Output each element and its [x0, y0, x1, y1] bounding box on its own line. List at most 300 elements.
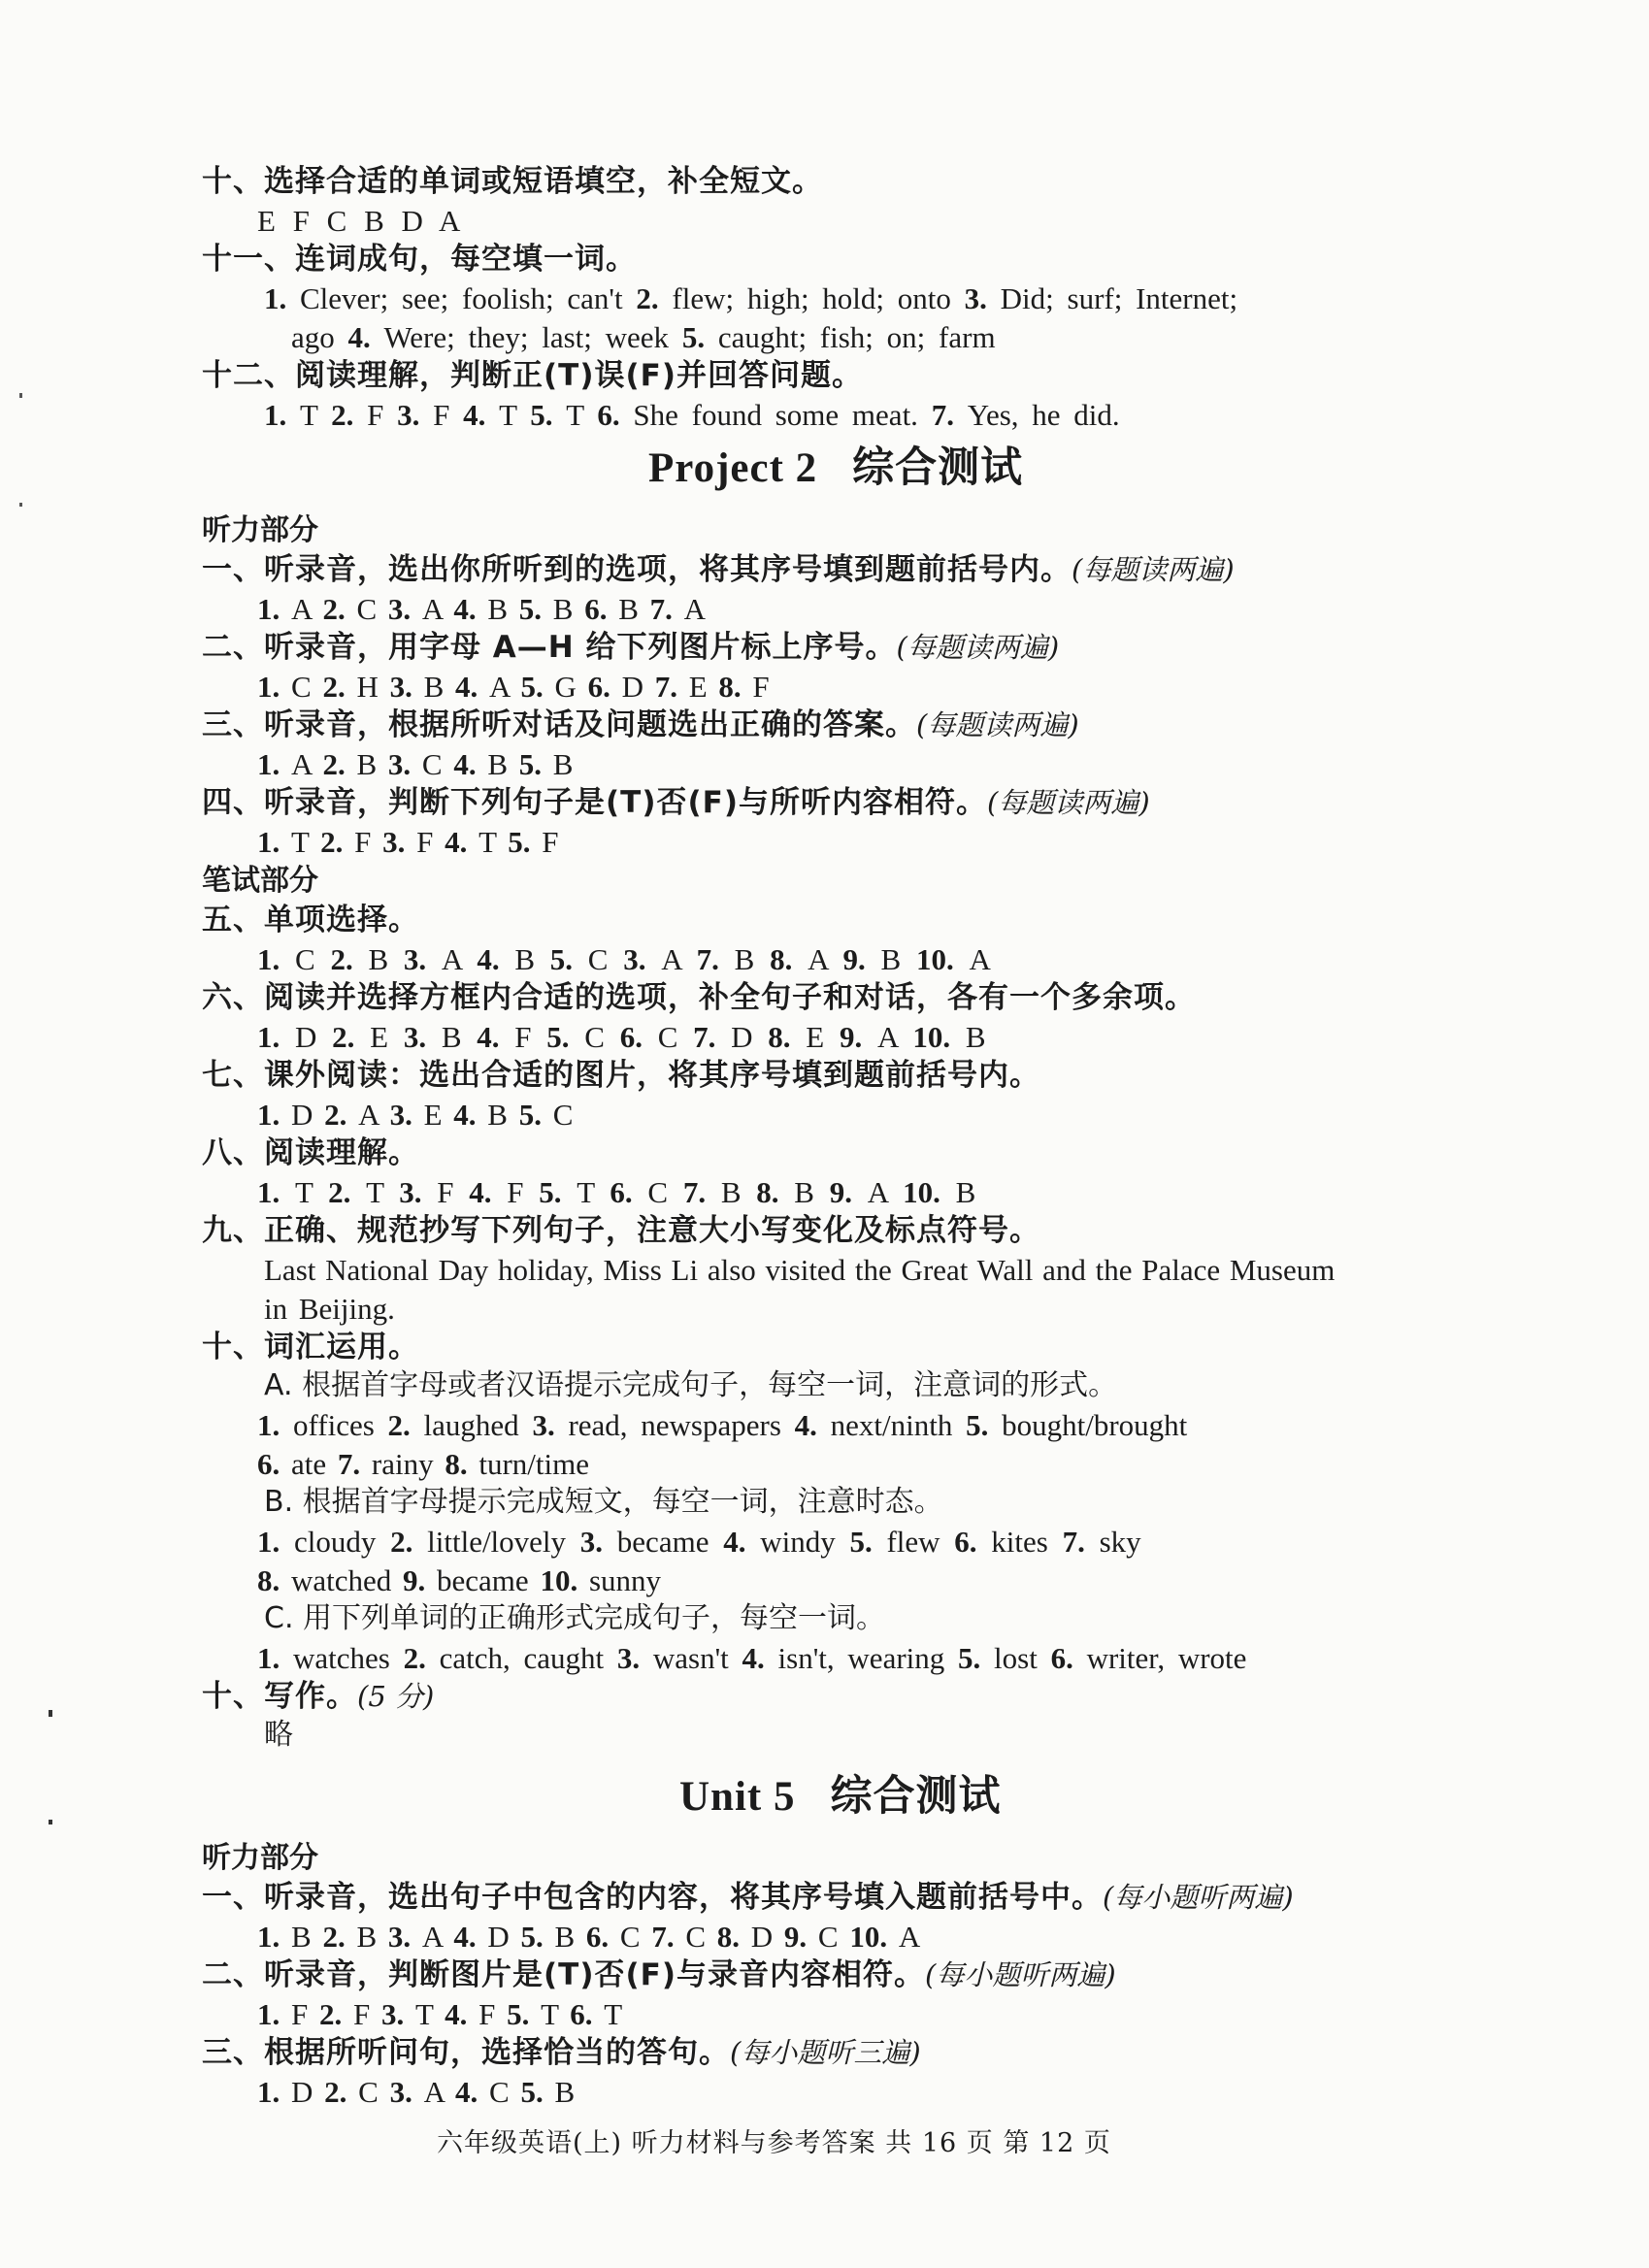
- answer-line: [257, 1999, 622, 2029]
- answer-item: [469, 1175, 523, 1209]
- question-title: 二、听录音，用字母 A—H 给下列图片标上序号。(每题读两遍): [202, 630, 1060, 665]
- answer-number: 2.: [330, 942, 369, 976]
- answer-item: [257, 1997, 308, 2031]
- answer-value: A: [423, 2075, 445, 2109]
- copy-sentence: in Beijing.: [264, 1292, 395, 1326]
- answer-item: [849, 1920, 920, 1954]
- answer-item: [320, 825, 371, 859]
- answer-item: [682, 320, 996, 354]
- answer-value: B: [368, 942, 389, 976]
- answer-number: 3.: [579, 1525, 617, 1559]
- answer-item: [849, 1525, 940, 1559]
- part-label: 笔试部分: [202, 864, 318, 898]
- answer-item: [453, 1098, 508, 1132]
- answer-line: [257, 594, 706, 624]
- answer-value: C: [587, 942, 609, 976]
- answer-line: [257, 1022, 986, 1052]
- answer-item: [840, 1020, 898, 1054]
- answer-value: H: [356, 670, 379, 704]
- answer-item: [718, 670, 769, 704]
- answer-item: [540, 1563, 661, 1597]
- answer-number: 4.: [742, 1641, 778, 1675]
- answer-number: 7.: [651, 1920, 686, 1954]
- answer-value: T: [366, 1175, 384, 1209]
- answer-line: E F C B D A: [257, 204, 464, 238]
- answer-value: C: [619, 1920, 641, 1954]
- answer-item: [697, 942, 755, 976]
- answer-item: [453, 747, 508, 781]
- answer-number: 9.: [783, 1920, 818, 1954]
- question-title: 一、听录音，选出句子中包含的内容，将其序号填入题前括号中。(每小题听两遍): [202, 1880, 1294, 1915]
- answer-item: [388, 1408, 519, 1442]
- answer-line: [257, 827, 559, 857]
- answer-value: A: [421, 592, 443, 626]
- answer-number: 5.: [520, 1920, 555, 1954]
- answer-number: 3.: [397, 398, 434, 432]
- answer-item: [322, 1920, 377, 1954]
- answer-item: [520, 2075, 575, 2109]
- answer-line: [257, 672, 770, 702]
- answer-value: B: [794, 1175, 814, 1209]
- answer-item: [532, 1408, 780, 1442]
- answer-number: 10.: [912, 1020, 966, 1054]
- answer-value: T: [415, 1997, 434, 2031]
- page-footer: 六年级英语(上) 听力材料与参考答案 共 16 页 第 12 页: [437, 2128, 1111, 2158]
- answer-item: [966, 1408, 1187, 1442]
- subquestion-title: C. 用下列单词的正确形式完成句子，每空一词。: [264, 1601, 886, 1635]
- answer-value: G: [554, 670, 577, 704]
- answer-value: flew; high; hold; onto: [672, 281, 951, 315]
- answer-value: little/lovely: [427, 1525, 567, 1559]
- answer-item: [617, 1641, 729, 1675]
- answer-number: 8.: [770, 942, 808, 976]
- section-heading: [679, 1772, 1002, 1821]
- answer-item: [404, 1020, 462, 1054]
- answer-number: 9.: [842, 942, 881, 976]
- answer-number: 8.: [768, 1020, 807, 1054]
- answer-number: 9.: [829, 1175, 868, 1209]
- answer-item: [742, 1641, 945, 1675]
- answer-value: F: [752, 670, 770, 704]
- scan-mark: [49, 1710, 52, 1717]
- question-title: 十一、连词成句，每空填一词。: [202, 242, 637, 277]
- answer-line: [257, 1565, 661, 1595]
- answer-value: C: [356, 592, 378, 626]
- answer-item: [257, 670, 312, 704]
- answer-number: 1.: [257, 2075, 291, 2109]
- answer-value: A: [489, 670, 510, 704]
- answer-item: [530, 398, 583, 432]
- answer-item: [477, 1020, 531, 1054]
- answer-value: kites: [991, 1525, 1048, 1559]
- answer-number: 6.: [954, 1525, 992, 1559]
- answer-number: 5.: [518, 747, 553, 781]
- answer-value: F: [353, 1997, 371, 2031]
- answer-item: [257, 747, 312, 781]
- answer-number: 2.: [332, 1020, 371, 1054]
- question-title: 六、阅读并选择方框内合适的选项，补全句子和对话，各有一个多余项。: [202, 980, 1196, 1015]
- answer-number: 3.: [387, 747, 422, 781]
- answer-item: [463, 398, 516, 432]
- section-heading-cn: 综合测试: [852, 444, 1024, 492]
- answer-item: [508, 825, 558, 859]
- answer-number: 6.: [1050, 1641, 1087, 1675]
- answer-item: [324, 2075, 379, 2109]
- answer-value: A: [441, 942, 462, 976]
- answer-number: 1.: [264, 281, 300, 315]
- answer-item: [830, 1175, 888, 1209]
- answer-item: [770, 942, 828, 976]
- answer-item: [264, 281, 623, 315]
- answer-item: [683, 1175, 742, 1209]
- answer-value: catch, caught: [439, 1641, 605, 1675]
- answer-value: B: [554, 2075, 576, 2109]
- answer-item: [322, 592, 377, 626]
- answer-value: B: [487, 1098, 508, 1132]
- answer-value: became: [616, 1525, 709, 1559]
- question-title: 十二、阅读理解，判断正(T)误(F)并回答问题。: [202, 358, 863, 393]
- answer-value: T: [541, 1997, 559, 2031]
- answer-number: 7.: [649, 592, 684, 626]
- answer-item: [322, 670, 378, 704]
- answer-value: B: [291, 1920, 312, 1954]
- answer-number: 2.: [387, 1408, 424, 1442]
- answer-item: [324, 1098, 379, 1132]
- answer-number: 9.: [839, 1020, 877, 1054]
- part-label: 听力部分: [202, 513, 318, 547]
- scan-mark: [49, 1820, 52, 1824]
- answer-item: [264, 398, 317, 432]
- answer-number: 6.: [584, 592, 619, 626]
- answer-value: wasn't: [652, 1641, 729, 1675]
- answer-value: E: [423, 1098, 443, 1132]
- answer-item: [404, 942, 462, 976]
- answer-value: rainy: [371, 1447, 434, 1481]
- answer-number: 10.: [849, 1920, 899, 1954]
- answer-item: [519, 747, 574, 781]
- answer-value: T: [566, 398, 584, 432]
- answer-value: C: [552, 1098, 574, 1132]
- answer-number: 3.: [387, 1920, 422, 1954]
- answer-line: [257, 1643, 1246, 1673]
- answer-item: [390, 1525, 566, 1559]
- answer-number: 1.: [257, 942, 295, 976]
- answer-line: [257, 749, 573, 779]
- answer-number: 3.: [399, 1175, 438, 1209]
- answer-value: B: [965, 1020, 986, 1054]
- answer-number: 8.: [756, 1175, 795, 1209]
- answer-number: 5.: [508, 825, 543, 859]
- answer-value: E: [806, 1020, 825, 1054]
- answer-value: turn/time: [478, 1447, 589, 1481]
- answer-number: 10.: [903, 1175, 956, 1209]
- answer-item: [332, 1020, 388, 1054]
- question-title: 七、课外阅读：选出合适的图片，将其序号填到题前括号内。: [202, 1058, 1040, 1093]
- answer-number: 7.: [1062, 1525, 1100, 1559]
- answer-number: 4.: [794, 1408, 831, 1442]
- answer-value: D: [295, 1020, 317, 1054]
- answer-item: [620, 1020, 678, 1054]
- answer-value: isn't, wearing: [777, 1641, 945, 1675]
- answer-item: [330, 942, 388, 976]
- question-title: 十、词汇运用。: [202, 1330, 419, 1364]
- answer-item: [507, 1997, 558, 2031]
- answer-number: 4.: [453, 592, 488, 626]
- answer-number: 2.: [390, 1525, 428, 1559]
- answer-value: A: [683, 592, 707, 626]
- answer-value: F: [367, 398, 384, 432]
- answer-item: [382, 825, 433, 859]
- answer-number: 1.: [257, 1098, 291, 1132]
- answer-item: [717, 1920, 773, 1954]
- answer-value: F: [291, 1997, 309, 2031]
- answer-value: C: [295, 942, 315, 976]
- answer-item: [257, 825, 309, 859]
- answer-value: C: [291, 670, 312, 704]
- answer-value: writer, wrote: [1086, 1641, 1247, 1675]
- answer-line: [257, 1410, 1187, 1440]
- answer-number: 8.: [445, 1447, 479, 1481]
- answer-value: E: [688, 670, 708, 704]
- answer-item: [331, 398, 383, 432]
- answer-number: 5.: [530, 398, 567, 432]
- question-title: 三、听录音，根据所听对话及问题选出正确的答案。(每题读两遍): [202, 707, 1079, 742]
- answer-number: 2.: [322, 670, 357, 704]
- answer-value: A: [421, 1920, 443, 1954]
- answer-item: [784, 1920, 839, 1954]
- answer-number: 3.: [389, 1098, 424, 1132]
- answer-number: 3.: [616, 1641, 653, 1675]
- answer-item: [257, 2075, 313, 2109]
- answer-number: 2.: [324, 2075, 359, 2109]
- answer-value: Were; they; last; week: [383, 320, 670, 354]
- answer-value: F: [514, 1020, 532, 1054]
- copy-sentence: Last National Day holiday, Miss Li also visited the Great Wall and the Palace Museum: [264, 1253, 1336, 1287]
- answer-item: [580, 1525, 709, 1559]
- answer-number: 6.: [257, 1447, 291, 1481]
- answer-item: [903, 1175, 975, 1209]
- question-title: 三、根据所听问句，选择恰当的答句。(每小题听三遍): [202, 2035, 921, 2070]
- answer-value: lost: [994, 1641, 1038, 1675]
- answer-number: 8.: [718, 670, 753, 704]
- answer-number: 7.: [696, 942, 735, 976]
- answer-number: 4.: [477, 942, 515, 976]
- answer-line: [257, 1177, 975, 1207]
- answer-value: B: [487, 592, 508, 626]
- answer-number: 5.: [518, 1098, 553, 1132]
- answer-number: 4.: [453, 1920, 488, 1954]
- question-title: 一、听录音，选出你所听到的选项，将其序号填到题前括号内。(每题读两遍): [202, 552, 1235, 587]
- answer-item: [693, 1020, 752, 1054]
- question-title: 十、选择合适的单词或短语填空，补全短文。: [202, 164, 823, 199]
- answer-number: 3.: [623, 942, 662, 976]
- answer-number: 2.: [324, 1098, 359, 1132]
- question-title: 十、写作。(5 分): [202, 1679, 435, 1714]
- answer-item: [390, 2075, 445, 2109]
- answer-number: 3.: [387, 592, 422, 626]
- answer-number: 2.: [320, 825, 355, 859]
- answer-number: 1.: [257, 825, 291, 859]
- answer-number: 4.: [723, 1525, 761, 1559]
- answer-item: [651, 1920, 706, 1954]
- answer-item: [550, 942, 609, 976]
- answer-number: 1.: [257, 1997, 291, 2031]
- answer-value: sunny: [588, 1563, 662, 1597]
- answer-item: [257, 1641, 390, 1675]
- answer-item: [445, 825, 496, 859]
- answer-item: [539, 1175, 594, 1209]
- answer-number: 1.: [257, 1175, 295, 1209]
- answer-number: 4.: [455, 2075, 490, 2109]
- answer-item: [912, 1020, 985, 1054]
- answer-item: [257, 1525, 376, 1559]
- section-heading-cn: 综合测试: [830, 1772, 1002, 1821]
- answer-number: 7.: [654, 670, 689, 704]
- answer-item: [965, 281, 1237, 315]
- answer-item: [397, 398, 449, 432]
- answer-number: 5.: [849, 1525, 887, 1559]
- answer-value: F: [478, 1997, 496, 2031]
- answer-item: [519, 1098, 574, 1132]
- answer-value: B: [955, 1175, 976, 1209]
- answer-number: 2.: [328, 1175, 367, 1209]
- answer-value: D: [750, 1920, 774, 1954]
- answer-number: 1.: [257, 592, 291, 626]
- answer-value: D: [487, 1920, 510, 1954]
- answer-item: [546, 1020, 605, 1054]
- section-heading-en: Unit 5: [679, 1774, 796, 1820]
- answer-line: [291, 322, 996, 352]
- answer-number: 4.: [463, 398, 500, 432]
- answer-value: B: [487, 747, 508, 781]
- answer-value: flew: [886, 1525, 940, 1559]
- answer-item: [388, 592, 443, 626]
- answer-value: Clever; see; foolish; can't: [300, 281, 623, 315]
- answer-number: 3.: [964, 281, 1001, 315]
- answer-value: D: [621, 670, 643, 704]
- answer-value: T: [300, 398, 318, 432]
- answer-item: [954, 1525, 1048, 1559]
- answer-number: 10.: [915, 942, 970, 976]
- answer-item: [257, 1447, 326, 1481]
- answer-value: C: [421, 747, 443, 781]
- answer-number: 2.: [322, 1920, 357, 1954]
- answer-value: B: [880, 942, 902, 976]
- answer-item: [348, 320, 670, 354]
- answer-value: T: [291, 825, 310, 859]
- answer-value: C: [685, 1920, 707, 1954]
- answer-value: C: [584, 1020, 605, 1054]
- answer-value: B: [356, 1920, 378, 1954]
- answer-number: 3.: [403, 1020, 442, 1054]
- answer-line: [257, 2077, 575, 2107]
- answer-value: next/ninth: [830, 1408, 953, 1442]
- answer-item: [768, 1020, 824, 1054]
- answer-number: 10.: [540, 1563, 589, 1597]
- answer-number: 3.: [403, 942, 442, 976]
- answer-item: [404, 1641, 605, 1675]
- answer-number: 5.: [520, 2075, 555, 2109]
- answer-value: B: [441, 1020, 462, 1054]
- answer-number: 7.: [682, 1175, 721, 1209]
- answer-number: 5.: [539, 1175, 577, 1209]
- answer-number: 5.: [958, 1641, 995, 1675]
- answer-number: 6.: [610, 1175, 648, 1209]
- part-label: 听力部分: [202, 1841, 318, 1875]
- answer-item: [453, 1920, 509, 1954]
- answer-item: [319, 1997, 370, 2031]
- answer-number: 1.: [264, 398, 300, 432]
- answer-item: [388, 747, 443, 781]
- answer-value: watched: [291, 1563, 392, 1597]
- scan-mark: [19, 503, 22, 507]
- answer-value: B: [423, 670, 445, 704]
- answer-item: [958, 1641, 1038, 1675]
- answer-number: 4.: [477, 1020, 515, 1054]
- answer-number: 2.: [636, 281, 673, 315]
- answer-value: F: [416, 825, 434, 859]
- answer-number: 8.: [716, 1920, 751, 1954]
- answer-number: 4.: [469, 1175, 508, 1209]
- answer-number: 4.: [453, 747, 488, 781]
- answer-value: caught; fish; on; farm: [717, 320, 996, 354]
- answer-value: F: [542, 825, 559, 859]
- answer-item: [403, 1563, 529, 1597]
- answer-item: [453, 592, 508, 626]
- answer-value: A: [358, 1098, 379, 1132]
- answer-item: [916, 942, 991, 976]
- answer-value: A: [661, 942, 681, 976]
- answer-value: T: [478, 825, 497, 859]
- answer-number: 1.: [257, 1408, 293, 1442]
- answer-value: Yes, he did.: [967, 398, 1120, 432]
- answer-value: T: [499, 398, 517, 432]
- answer-item: [455, 670, 510, 704]
- answer-item: [399, 1175, 453, 1209]
- answer-number: 6.: [587, 670, 622, 704]
- answer-item: [257, 1408, 375, 1442]
- question-title: 五、单项选择。: [202, 903, 419, 937]
- answer-item: [655, 670, 708, 704]
- answer-item: [257, 942, 315, 976]
- answer-value: C: [647, 1175, 669, 1209]
- answer-number: 5.: [549, 942, 588, 976]
- answer-number: 1.: [257, 670, 291, 704]
- answer-number: 3.: [381, 1997, 415, 2031]
- answer-line: [257, 944, 991, 974]
- answer-value: F: [507, 1175, 524, 1209]
- answer-item: [445, 1997, 495, 2031]
- answer-value: B: [552, 592, 574, 626]
- section-heading-en: Project 2: [648, 445, 818, 491]
- answer-value: T: [295, 1175, 313, 1209]
- answer-number: 4.: [347, 320, 384, 354]
- answer-value: laughed: [423, 1408, 519, 1442]
- answer-item: [584, 592, 639, 626]
- answer-item: [257, 1020, 316, 1054]
- answer-value: A: [808, 942, 828, 976]
- answer-item: [1051, 1641, 1247, 1675]
- answer-value: B: [356, 747, 378, 781]
- answer-item: [381, 1997, 433, 2031]
- answer-number: 3.: [382, 825, 417, 859]
- answer-value: C: [489, 2075, 510, 2109]
- answer-item: [390, 670, 445, 704]
- answer-line: [264, 400, 1120, 430]
- answer-value: cloudy: [294, 1525, 377, 1559]
- answer-value: A: [291, 747, 312, 781]
- answer-number: 1.: [257, 1920, 291, 1954]
